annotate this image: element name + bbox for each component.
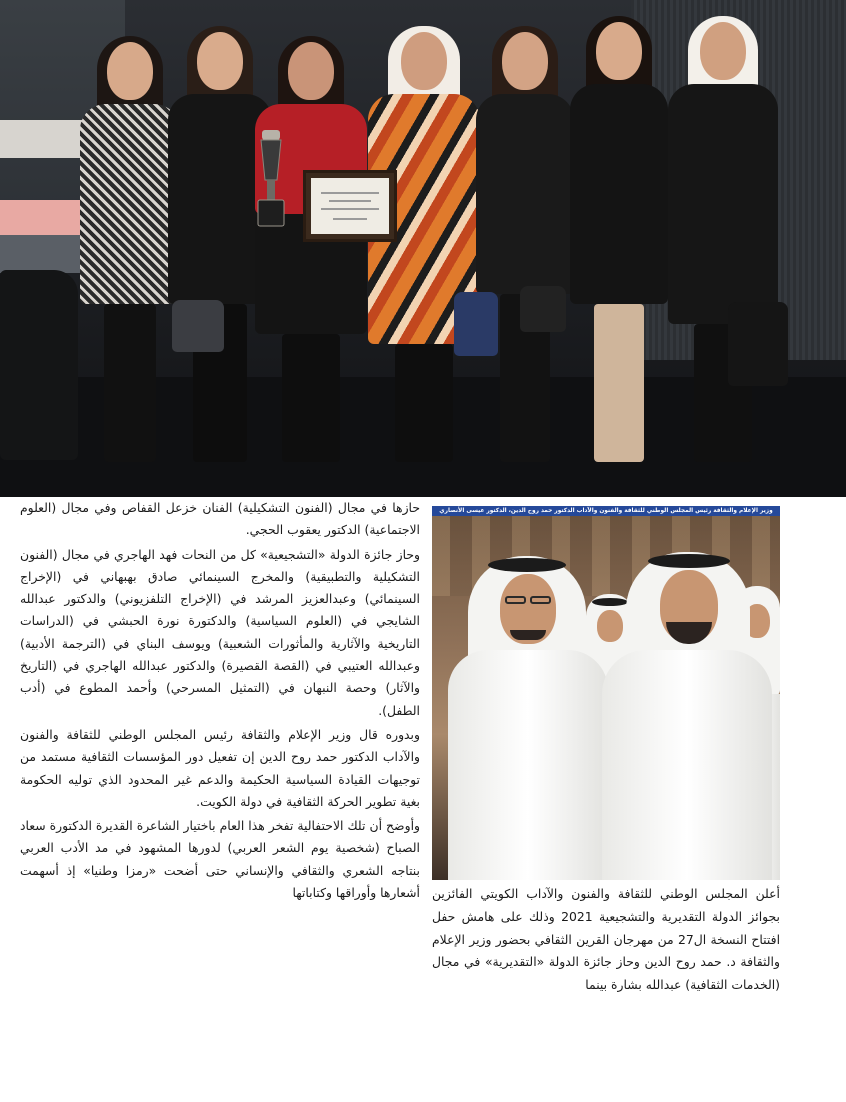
handbag xyxy=(454,292,498,356)
handbag xyxy=(172,300,224,352)
person-4 xyxy=(368,32,480,462)
article-intro xyxy=(432,883,780,1043)
award-trophy xyxy=(256,130,286,228)
paragraph: أعلن المجلس الوطني للثقافة والفنون والآداب الكويتي الفائزين بجوائز الدولة التقديرية والتشجيعية 2021 وذلك على هامش حفل افتتاح النسخة ال27 من مهرجان القرين الثقافي بحضور وزير الإعلام والثقافة د. حمد روح الدين وحاز جائزة الدولة «التقديرية» في مجال (الخدمات الثقافية) عبدالله بشارة بينما xyxy=(432,886,780,993)
person-6 xyxy=(570,22,668,462)
group-photo xyxy=(0,0,846,497)
ministers-photo-block xyxy=(432,506,780,880)
minister-man xyxy=(448,552,608,880)
person-1 xyxy=(80,42,180,462)
photo-caption: وزير الإعلام والثقافة رئيس المجلس الوطني للثقافة والفنون والآداب الدكتور حمد روح الدين، الدكتور عيسى الأنصاري xyxy=(432,506,780,516)
award-certificate xyxy=(303,170,397,242)
handbag xyxy=(520,286,566,332)
person-5 xyxy=(476,32,574,462)
person-7 xyxy=(668,22,778,462)
paragraph: وحاز جائزة الدولة «التشجيعية» كل من النحات فهد الهاجري في مجال (الفنون التشكيلية والتطبيقية) والمخرج السينمائي صادق بهبهاني في (الإخراج السينمائي) وعبدالعزيز المرشد في (الإخراج التلفزيوني) والدكتور عبدالله الشايجي في (العلوم السياسية) والدكتورة نورة الحبشي في (الدراسات التاريخية والآثارية والمأثورات الشعبية) ويوسف البناي في (الترجمة الأدبية) وعبدالله العتيبي في (القصة القصيرة) والدكتور عبدالله الهاجري في (التاريخ والآثار) وحصة النبهان في (التمثيل المسرحي) وأحمد المطوع في (أدب الطفل). xyxy=(20,546,420,718)
paragraph: وبدوره قال وزير الإعلام والثقافة رئيس المجلس الوطني للثقافة والفنون والآداب الدكتور حمد روح الدين إن تفعيل دور المؤسسات الثقافية مستمد من توجيهات القيادة السياسية الحكيمة والدعم غير المحدود الذي توليه الحكومة بغية تطوير الحركة الثقافية في دولة الكويت. xyxy=(20,726,420,809)
second-man xyxy=(602,548,772,880)
article-column-left xyxy=(20,497,420,1042)
paragraph: وأوضح أن تلك الاحتفالية تفخر هذا العام باختيار الشاعرة القديرة الدكتورة سعاد الصباح (شخصية يوم الشعر العربي) لدورها المشهود في مد الأدب العربي بنتاجه الشعري والثقافي والإنساني حتى أضحت «رمزا وطنيا» إذ أسهمت أشعارها وأوراقها وكتاباتها xyxy=(20,818,420,901)
paragraph: حازها في مجال (الفنون التشكيلية) الفنان خزعل القفاص وفي مجال (العلوم الاجتماعية) الدكتور يعقوب الحجي. xyxy=(20,500,420,538)
ministers-photo xyxy=(432,516,780,880)
handbag xyxy=(728,302,788,386)
leather-armchair xyxy=(0,270,78,460)
person-3 xyxy=(255,42,367,462)
bottom-margin xyxy=(0,1042,846,1102)
